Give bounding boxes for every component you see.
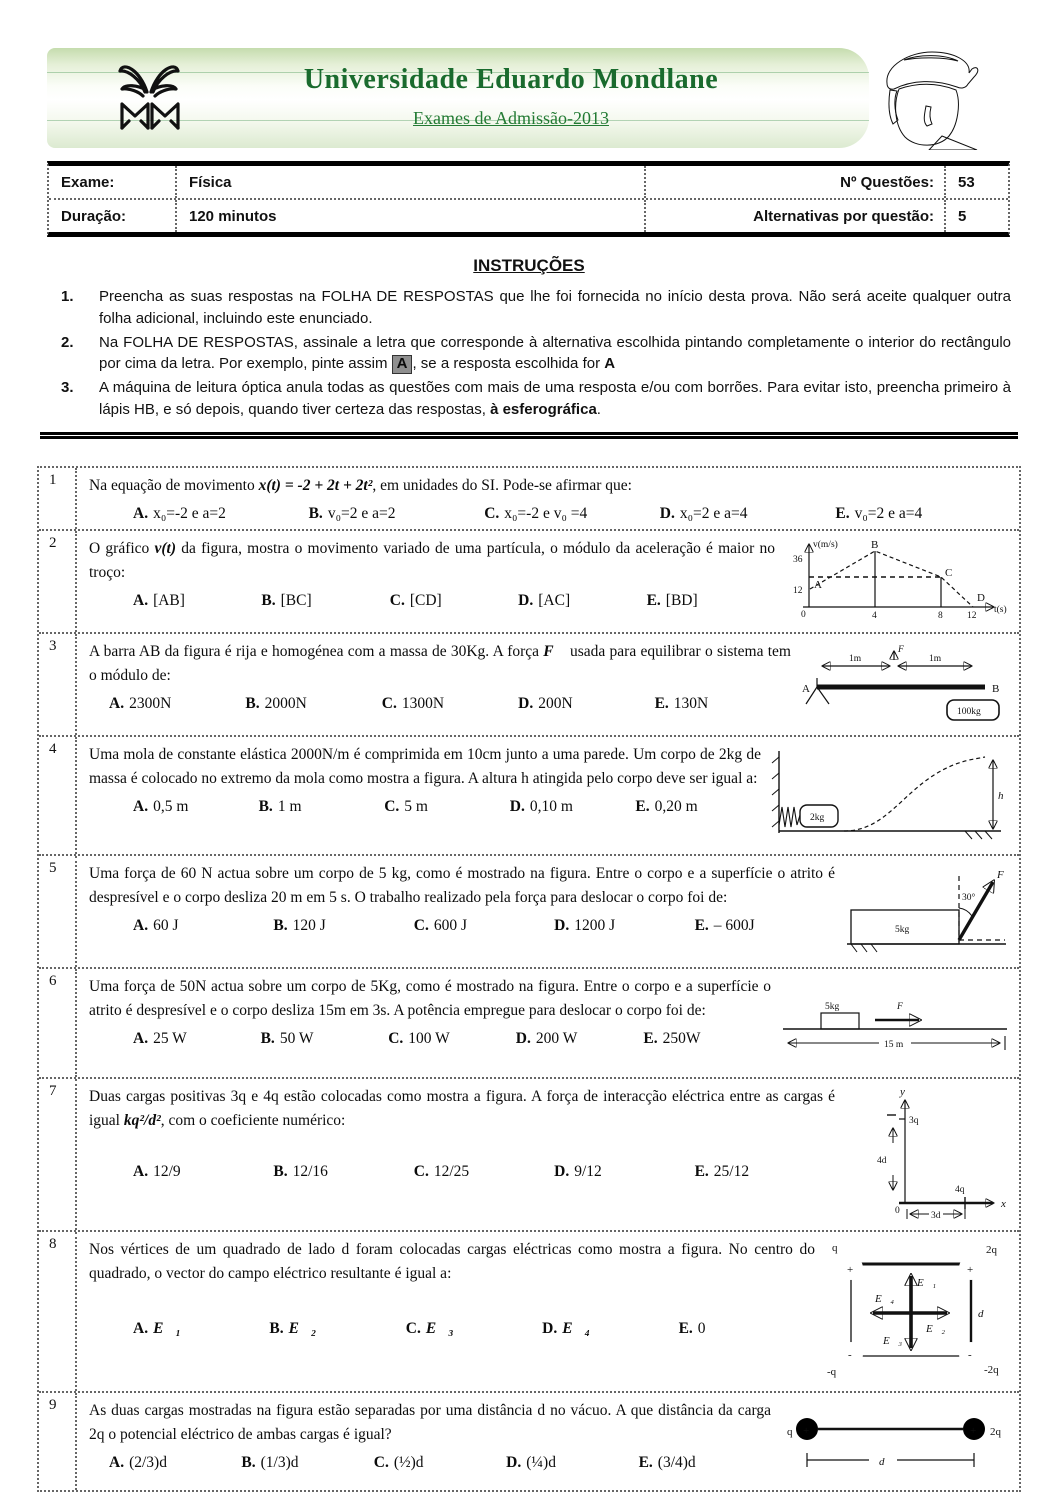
questions-table [37,466,1021,1492]
question-stem: Duas cargas positivas 3q e 4q estão colocadas como mostra a figura. A força de interacção eléctrica entre as cargas é igual kq²/d², com o coeficiente numérico: [89,1088,835,1130]
svg-text:-: - [848,1349,852,1362]
option-a: A. (2/3)d [109,1454,167,1472]
instruction-text: Preencha as suas respostas na FOLHA DE RESPOSTAS que lhe foi fornecida no início desta prova. Não será aceite qualquer outra folha adicional, incluindo este enunciado. [99,288,1011,327]
option-d: D. E⃗₄ [542,1320,591,1338]
svg-text:E⃗₃: E⃗₃ [883,1335,903,1348]
svg-text:E⃗₄: E⃗₄ [875,1293,895,1306]
option-a: A. [AB] [133,592,185,610]
question-number: 6 [39,969,77,1077]
page-header [47,46,985,154]
svg-text:E⃗₂: E⃗₂ [926,1323,946,1336]
option-a: A. 60 J [133,917,179,935]
option-b: B. 2000N [245,695,307,713]
svg-text:D: D [977,592,985,605]
question-stem: O gráfico v(t) da figura, mostra o movimento variado de uma partícula, o módulo da aceleração é maior no troço: [89,540,775,582]
option-e: E. (3/4)d [638,1454,696,1472]
svg-text:q: q [787,1426,793,1439]
option-e: E. [BD] [646,592,698,610]
options-row [89,1320,815,1338]
exam-info-row [49,200,1008,232]
svg-text:1m: 1m [929,654,942,665]
instruction-number: 3. [61,379,74,396]
question-number: 8 [39,1232,77,1391]
option-d: D. 1200 J [554,917,616,935]
question-row-8 [39,1232,1019,1393]
svg-text:+: + [967,1264,974,1277]
option-d: D. 0,10 m [509,798,573,816]
question-row-3 [39,634,1019,737]
options-row [89,1030,771,1048]
instruction-text: A máquina de leitura óptica anula todas as questões com mais de uma resposta e/ou com borrões. Para evitar isto, preencha primeiro à lápis HB, e só depois, quando tiver certeza das respostas, à esferográfica. [99,379,1011,418]
svg-text:4: 4 [872,611,877,622]
svg-text:+: + [847,1264,854,1277]
option-b: B. 12/16 [273,1163,328,1181]
option-d: D. x₀=2 e a=4 [659,505,748,523]
svg-text:h: h [998,790,1004,803]
question-stem: A barra AB da figura é rija e homogénea com a massa de 30Kg. A força F⃗ usada para equilibrar o sistema tem o módulo de: [89,643,791,685]
svg-text:0: 0 [895,1206,900,1217]
svg-text:0: 0 [801,610,806,621]
question-stem: Na equação de movimento x(t) = -2 + 2t + 2t², em unidades do SI. Pode-se afirmar que: [89,477,632,494]
svg-text:B: B [992,683,1000,696]
num-questions-label: Nº Questões: [646,166,946,198]
options-row [89,917,835,935]
svg-text:15 m: 15 m [884,1040,904,1051]
option-b: B. 50 W [260,1030,314,1048]
option-a: A. 25 W [133,1030,187,1048]
svg-text:B: B [871,539,879,552]
option-c: C. 1300N [381,695,445,713]
university-title: Universidade Eduardo Mondlane [303,64,719,95]
question-number: 5 [39,856,77,967]
option-b: B. [BC] [261,592,312,610]
svg-text:d: d [879,1456,885,1469]
mondlane-portrait-image [873,46,985,150]
question-stem: As duas cargas mostradas na figura estão separadas por uma distância d no vácuo. A que distância da carga 2q o potencial eléctrico de ambas cargas é igual? [89,1402,771,1444]
option-e: E. 25/12 [694,1163,750,1181]
figure-charges-square [823,1238,1011,1385]
option-c: C. 100 W [388,1030,450,1048]
svg-text:F⃗: F⃗ [897,1002,911,1013]
question-row-4 [39,737,1019,856]
option-a: A. 0,5 m [133,798,189,816]
svg-text:1m: 1m [849,654,862,665]
instruction-item-2 [47,332,1011,376]
question-row-6 [39,969,1019,1079]
svg-text:3d: 3d [931,1211,941,1220]
question-row-7 [39,1079,1019,1232]
options-row [89,505,1011,523]
option-c: C. [CD] [389,592,442,610]
option-a: A. 2300N [109,695,172,713]
figure-block-angled-force [843,862,1011,961]
option-d: D. (¼)d [506,1454,556,1472]
instruction-item-3 [47,377,1011,421]
svg-text:8: 8 [938,611,943,622]
svg-text:5kg: 5kg [895,925,910,936]
svg-text:v(m/s): v(m/s) [813,540,838,551]
question-row-2 [39,531,1019,634]
options-row [89,592,775,610]
svg-text:5kg: 5kg [825,1002,840,1013]
instruction-text: Na FOLHA DE RESPOSTAS, assinale a letra que corresponde à alternativa escolhida pintando completamente o interior do rectângulo por cima da letra. Por exemplo, pinte assim A , se a resposta escolhida for A [99,333,1011,373]
option-d: D. [AC] [518,592,571,610]
option-a: A. 12/9 [133,1163,181,1181]
alternatives-label: Alternativas por questão: [646,200,946,232]
svg-text:F⃗: F⃗ [898,645,912,656]
svg-text:F⃗: F⃗ [997,869,1011,882]
svg-text:4q: 4q [955,1185,965,1196]
svg-text:2q: 2q [990,1426,1001,1439]
instruction-item-1 [47,286,1011,330]
option-e: E. 250W [643,1030,701,1048]
svg-text:t(s): t(s) [994,605,1007,616]
svg-text:100kg: 100kg [957,707,981,718]
option-e: E. v₀=2 e a=4 [835,505,923,523]
instruction-number: 1. [61,288,74,305]
question-row-9 [39,1393,1019,1490]
question-number: 9 [39,1393,77,1490]
instruction-number: 2. [61,333,74,351]
question-row-5 [39,856,1019,969]
figure-block-horizontal-force [779,975,1011,1071]
instructions-section [47,256,1011,423]
option-e: E. 0 [678,1320,706,1338]
option-e: E. 130N [654,695,709,713]
options-row [89,1454,771,1472]
question-row-1 [39,468,1019,531]
option-a: A. E⃗₁ [133,1320,181,1338]
option-e: E. – 600J [694,917,755,935]
figure-charges-on-axes [843,1085,1011,1224]
svg-text:q: q [832,1242,838,1255]
duration-value: 120 minutos [177,200,646,232]
question-number: 2 [39,531,77,632]
uem-logo-icon [113,52,185,144]
question-stem: Uma força de 60 N actua sobre um corpo de 5 kg, como é mostrado na figura. Entre o corpo e a superfície o atrito é despresível e o corpo desliza 20 m em 5 s. O trabalho realizado pela força para deslocar o corpo foi de: [89,865,835,907]
section-divider [40,432,1018,439]
svg-text:A: A [802,683,810,696]
option-b: B. (1/3)d [241,1454,299,1472]
figure-spring-ramp [769,743,1011,848]
figure-velocity-time-graph [783,537,1011,626]
svg-text:2q: 2q [986,1244,997,1257]
question-stem: Uma mola de constante elástica 2000N/m é comprimida em 10cm junto a uma parede. Um corpo de 2kg de massa é colocado no extremo da mola como mostra a figura. A altura h atingida pelo corpo deve ser igual a: [89,746,761,788]
options-row [89,695,791,713]
option-c: C. x₀=-2 e v₀ =4 [484,505,588,523]
option-c: C. 12/25 [413,1163,470,1181]
num-questions-value: 53 [958,174,975,191]
exam-label: Exame: [49,166,177,198]
svg-text:36: 36 [793,555,803,566]
question-number: 3 [39,634,77,735]
svg-text:30°: 30° [962,893,976,904]
exam-info-row [49,166,1008,200]
svg-text:12: 12 [793,586,803,597]
option-b: B. v₀=2 e a=2 [308,505,396,523]
option-b: B. 1 m [258,798,302,816]
question-number: 1 [39,468,77,529]
instructions-title: INSTRUÇÕES [473,256,585,275]
svg-text:A: A [814,579,822,592]
svg-text:4d: 4d [877,1156,887,1167]
svg-text:2kg: 2kg [810,813,825,824]
exam-info-table [47,161,1010,237]
option-c: C. E⃗₃ [405,1320,454,1338]
question-stem: Nos vértices de um quadrado de lado d foram colocadas cargas eléctricas como mostra a figura. No centro do quadrado, o vector do campo eléctrico resultante é igual a: [89,1241,815,1283]
svg-text:x: x [1001,1198,1006,1211]
options-row [89,1163,835,1181]
options-row [89,798,761,816]
option-c: C. 5 m [384,798,428,816]
svg-text:12: 12 [967,611,977,622]
alternatives-value: 5 [958,208,967,225]
svg-text:C: C [945,567,953,580]
option-a: A. x₀=-2 e a=2 [133,505,226,523]
answer-example-badge: A [392,355,413,374]
option-c: C. (½)d [373,1454,424,1472]
option-e: E. 0,20 m [635,798,698,816]
option-b: B. E⃗₂ [269,1320,317,1338]
svg-text:-q: -q [827,1366,837,1379]
duration-label: Duração: [49,200,177,232]
svg-text:y: y [900,1086,905,1099]
question-number: 7 [39,1079,77,1230]
figure-two-charges-distance [779,1399,1011,1484]
svg-text:+: + [970,1425,977,1438]
svg-text:E⃗₁: E⃗₁ [917,1277,937,1290]
option-d: D. 200N [518,695,573,713]
question-number: 4 [39,737,77,854]
svg-text:+: + [803,1425,810,1438]
svg-text:3q: 3q [909,1116,919,1127]
exam-session-subtitle: Exames de Admissão-2013 [413,108,609,128]
svg-text:-: - [968,1349,972,1362]
option-d: D. 200 W [515,1030,578,1048]
option-c: C. 600 J [413,917,468,935]
option-b: B. 120 J [273,917,326,935]
exam-subject: Física [177,166,646,198]
svg-text:d: d [978,1308,984,1321]
question-stem: Uma força de 50N actua sobre um corpo de 5Kg, como é mostrado na figura. Entre o corpo e a superfície o atrito é despresível e o corpo desliza 15m em 3s. A potência empregue para deslocar o corpo foi de: [89,978,771,1020]
svg-text:-2q: -2q [984,1364,999,1377]
figure-lever-bar [799,640,1011,729]
option-d: D. 9/12 [554,1163,602,1181]
